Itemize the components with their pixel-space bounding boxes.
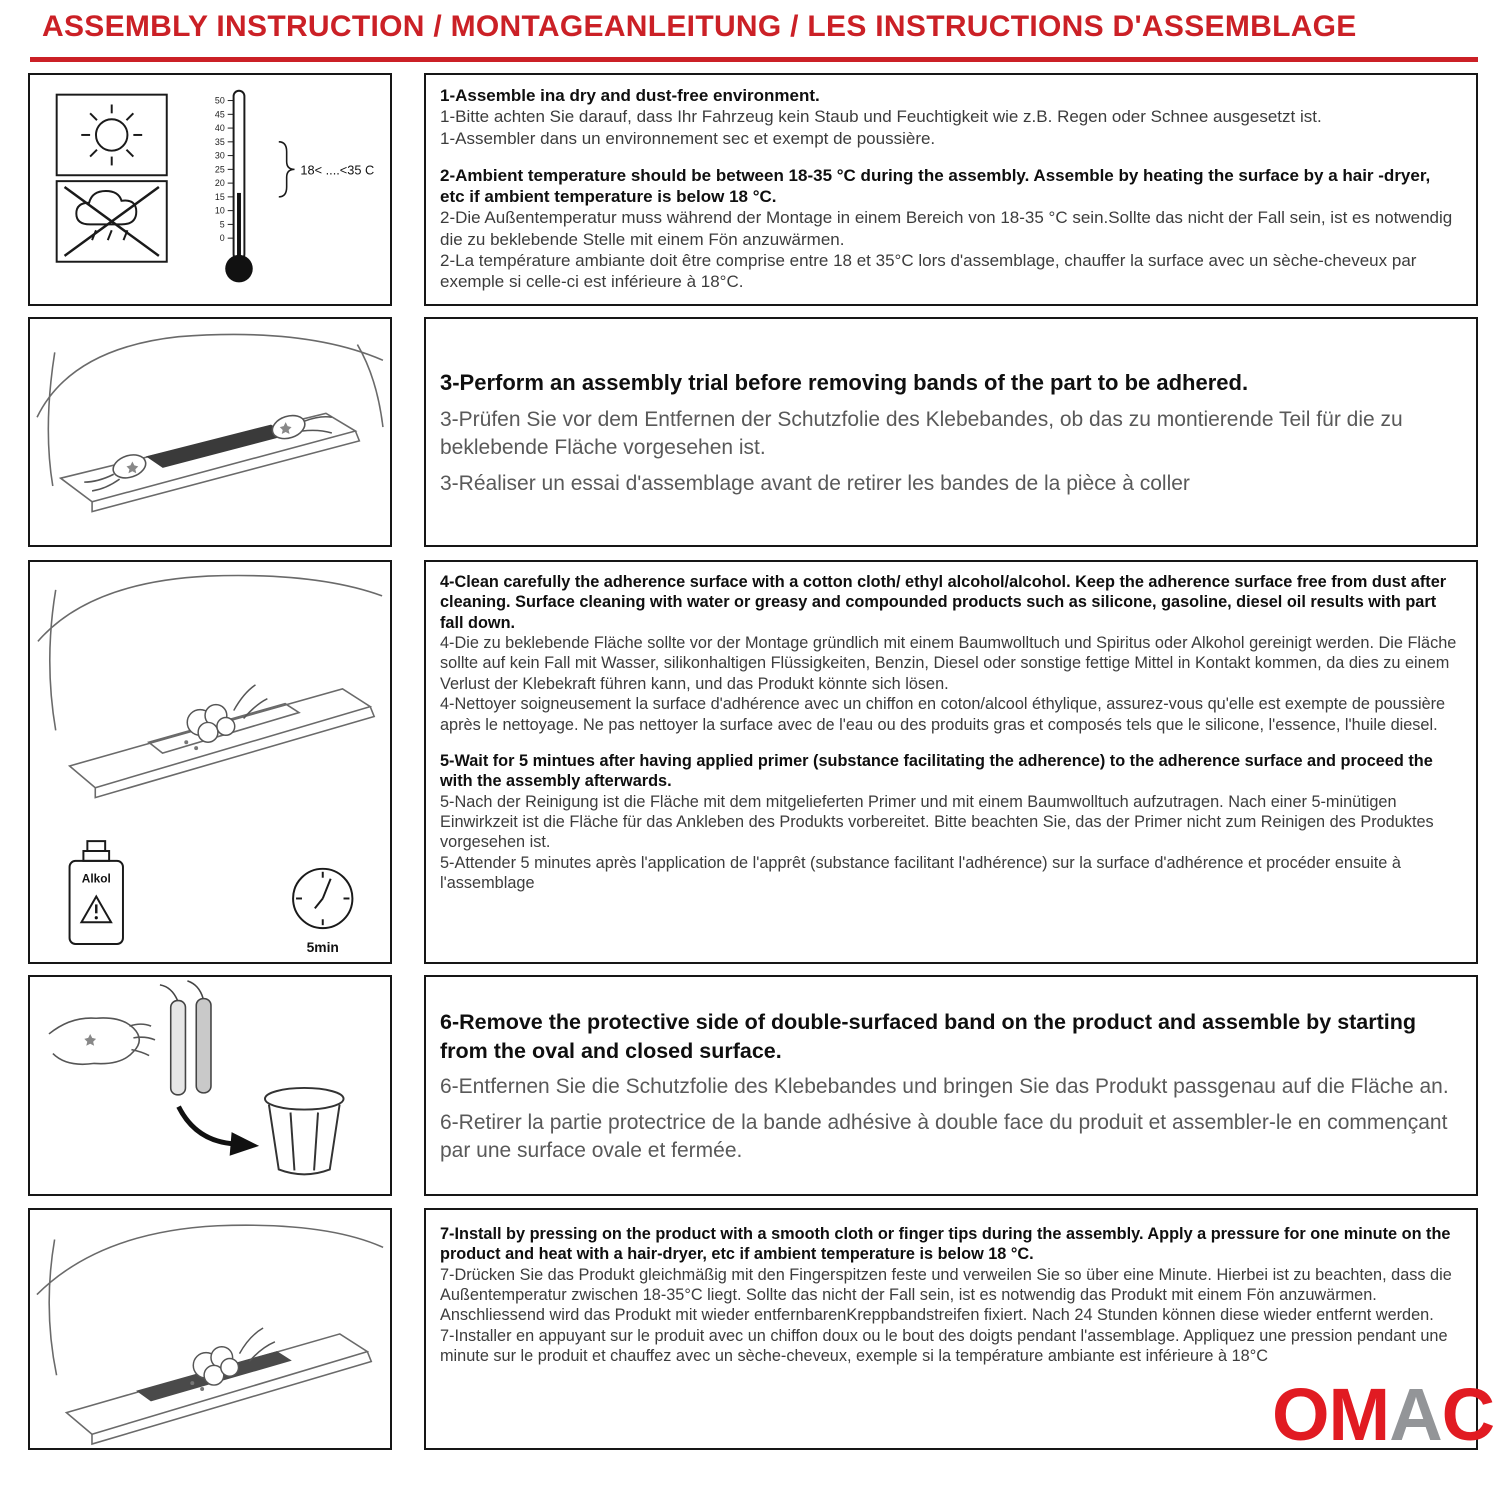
cleaning-illustration [30, 562, 390, 962]
temperature-range-label: 18< ....<35 C [300, 162, 375, 178]
step3-de: 3-Prüfen Sie vor dem Entfernen der Schutzfolie des Klebebandes, ob das zu montierende Teil für die zu beklebende Fläche vorgesehen ist. [440, 407, 1403, 459]
thermo-scale-label: 30 [214, 150, 225, 161]
step7-fr: 7-Installer en appuyant sur le produit avec un chiffon doux ou le bout des doigts pendant l'assemblage. Appliquez une pression pendant une minute sur le produit et chauffez avec un sèche-cheveux, exemple si la température ambiante est inférieure à 18°C [440, 1326, 1448, 1366]
step6-fr: 6-Retirer la partie protectrice de la bande adhésive à double face du produit et assembler-le en commençant par une surface ovale et fermée. [440, 1111, 1448, 1163]
range-brace [279, 142, 295, 197]
step1-en: 1-Assemble ina dry and dust-free environment. [440, 86, 820, 105]
omac-logo [1272, 1373, 1495, 1456]
step5-de: 5-Nach der Reinigung ist die Fläche mit dem mitgelieferten Primer und mit einem Baumwolltuch aufzutragen. Nach einer 5-minütigen Einwirkzeit ist die Fläche für das Ankleben des Produkts vorbereitet. Bitte beachten Sie, das der Primer nicht zum Reinigen des Produktes vorgesehen ist. [440, 792, 1434, 852]
step4-en: 4-Clean carefully the adherence surface with a cotton cloth/ ethyl alcohol/alcohol. Keep the adherence surface free from dust after cleaning. Surface cleaning with water or greasy and compounded products such as silicone, gasoline, diesel oil results with part fall down. [440, 573, 1447, 632]
logo-a: A [1389, 1373, 1442, 1456]
step3-fr: 3-Réaliser un essai d'assemblage avant de retirer les bandes de la pièce à coller [440, 471, 1190, 495]
step4-de: 4-Die zu beklebende Fläche sollte vor der Montage gründlich mit einem Baumwolltuch und Spiritus oder Alkohol gereinigt werden. Die Fläche sollte auf kein Fall mit Wasser, silikonhaltigen Flüssigkeiten, Benzin, Diesel oder sonstige fettige Mittel in Kontakt kommen, da dies zu einem Verlust der Klebekraft führen kann, und das Produkt könnte sich lösen. [440, 634, 1457, 693]
step4-fr: 4-Nettoyer soigneusement la surface d'adhérence avec un chiffon en coton/alcool éthylique, assurez-vous qu'elle est exempte de poussière après le nettoyage. Ne pas nettoyer la surface avec de l'eau ou des produits gras et composés tels que le silicone, l'essence, l'huile diesel. [440, 695, 1446, 734]
instruction-box-4-5 [424, 560, 1478, 964]
temperature-illustration [30, 75, 390, 304]
trim-part [147, 425, 287, 467]
alkol-label: Alkol [81, 871, 111, 886]
title-underline [30, 57, 1478, 62]
trash-can-icon [265, 1088, 344, 1174]
step2-en: 2-Ambient temperature should be between 18-35 °C during the assembly. Assemble by heating the surface by a hair -dryer, etc if ambient temperature is below 18 °C. [440, 165, 1431, 206]
arrow-icon [179, 1107, 260, 1156]
five-min-label: 5min [306, 938, 339, 955]
thermo-scale-label: 40 [214, 123, 225, 134]
hand-icon [49, 1018, 155, 1064]
thermo-scale-label: 0 [219, 233, 225, 244]
thermo-scale-label: 45 [214, 109, 225, 120]
assembly-trial-illustration [30, 319, 390, 545]
alcohol-bottle-icon [70, 841, 123, 944]
instruction-box-6 [424, 975, 1478, 1196]
step2-fr: 2-La température ambiante doit être comprise entre 18 et 35°C lors d'assemblage, chauffer la surface avec un sèche-cheveux par exemple si celle-ci est inférieure à 18°C. [440, 250, 1417, 291]
illustration-box-peel [28, 975, 392, 1196]
thermometer-icon [215, 91, 374, 283]
illustration-box-press [28, 1208, 392, 1450]
bands-icon [160, 981, 211, 1095]
step7-en: 7-Install by pressing on the product with a smooth cloth or finger tips during the assembly. Apply a pressure for one minute on the product and heat with a hair-dryer, etc if ambient temperature is below 18 °C. [440, 1225, 1451, 1264]
step3-en: 3-Perform an assembly trial before removing bands of the part to be adhered. [440, 370, 1249, 396]
thermo-scale-label: 50 [214, 95, 225, 106]
step1-de: 1-Bitte achten Sie darauf, dass Ihr Fahrzeug kein Staub und Feuchtigkeit wie z.B. Regen oder Schnee ausgesetzt ist. [440, 107, 1322, 127]
instruction-box-1 [424, 73, 1478, 306]
no-rain-icon [57, 181, 167, 262]
logo-om: OM [1272, 1373, 1390, 1456]
step6-en: 6-Remove the protective side of double-surfaced band on the product and assemble by starting from the oval and closed surface. [440, 1010, 1417, 1063]
thermo-scale-label: 10 [214, 205, 225, 216]
thermo-scale-label: 5 [219, 219, 225, 230]
peel-band-illustration [30, 977, 390, 1194]
logo-c: C [1441, 1373, 1495, 1456]
thermo-scale-label: 25 [214, 164, 225, 175]
step6-de: 6-Entfernen Sie die Schutzfolie des Klebebandes und bringen Sie das Produkt passgenau auf die Fläche an. [440, 1075, 1449, 1099]
page-title: ASSEMBLY INSTRUCTION / MONTAGEANLEITUNG / LES INSTRUCTIONS D'ASSEMBLAGE [42, 10, 1357, 43]
instruction-box-3 [424, 317, 1478, 547]
thermo-scale-label: 35 [214, 136, 225, 147]
step1-fr: 1-Assembler dans un environnement sec et exempt de poussière. [440, 128, 936, 148]
illustration-box-cleaning [28, 560, 392, 964]
sun-icon [57, 95, 167, 176]
step5-en: 5-Wait for 5 mintues after having applied primer (substance facilitating the adherence) to the adherence surface and proceed the with the assembly afterwards. [440, 751, 1433, 791]
step7-de: 7-Drücken Sie das Produkt gleichmäßig mit den Fingerspitzen feste und verweilen Sie so über eine Minute. Hierbei ist zu beachten, dass die Außentemperatur zwischen 18-35°C liegt. Sollte das nicht der Fall sein, ist es notwendig das Produkt mit einem Fön anzuwärmen. Anschliessend wird das Produkt mit wieder entfernbarenKreppbandstreifen fixiert. Nach 24 Stunden können diese wieder entfernt werden. [440, 1265, 1452, 1325]
thermo-scale-label: 15 [214, 191, 225, 202]
illustration-box-trial [28, 317, 392, 547]
illustration-box-temperature [28, 73, 392, 306]
pressing-illustration [30, 1210, 390, 1448]
clock-icon [293, 869, 352, 955]
thermo-scale-label: 20 [214, 178, 225, 189]
step2-de: 2-Die Außentemperatur muss während der Montage in einem Bereich von 18-35 °C sein.Sollte das nicht der Fall sein, ist es notwendig die zu beklebende Stelle mit einem Fön anzuwärmen. [440, 208, 1453, 249]
step5-fr: 5-Attender 5 minutes après l'application de l'apprêt (substance facilitant l'adhérence) sur la surface d'adhérence et procéder ensuite à l'assemblage [440, 853, 1401, 893]
